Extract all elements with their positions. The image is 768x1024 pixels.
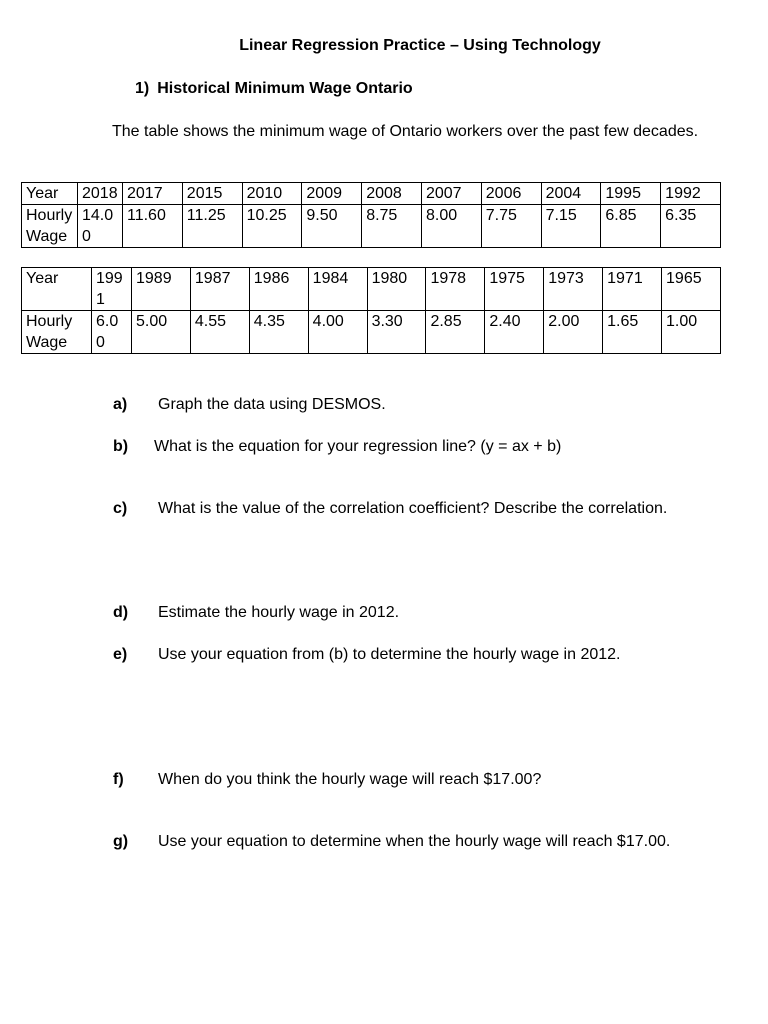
wage-cell: 2.00: [544, 311, 603, 354]
row-label-year: Year: [22, 183, 78, 205]
row-label-wage: Hourly Wage: [22, 311, 92, 354]
year-cell: 2009: [302, 183, 362, 205]
part-letter: c): [113, 500, 128, 517]
wage-cell: 10.25: [242, 205, 302, 248]
wage-cell: 14.00: [78, 205, 123, 248]
year-cell: 1995: [601, 183, 661, 205]
year-cell: 2018: [78, 183, 123, 205]
wage-table-2: [21, 267, 721, 354]
year-cell: 1992: [661, 183, 721, 205]
wage-cell: 8.75: [362, 205, 422, 248]
part-text: What is the equation for your regression line? (y = ax + b): [154, 438, 562, 455]
wage-cell: 1.00: [662, 311, 721, 354]
part-g: [113, 833, 670, 851]
table-row-year: [22, 183, 721, 205]
part-text: Use your equation to determine when the hourly wage will reach $17.00.: [158, 833, 671, 850]
wage-cell: 5.00: [132, 311, 191, 354]
question-intro: The table shows the minimum wage of Ontario workers over the past few decades.: [112, 123, 699, 140]
part-letter: a): [113, 396, 128, 413]
year-cell: 2007: [421, 183, 481, 205]
table-row-wage: [22, 205, 721, 248]
wage-table-1: [21, 182, 721, 248]
year-cell: 1980: [367, 268, 426, 311]
row-label-year: Year: [22, 268, 92, 311]
part-a: [113, 396, 386, 414]
wage-cell: 6.35: [661, 205, 721, 248]
wage-cell: 2.40: [485, 311, 544, 354]
question-number: 1): [135, 80, 150, 97]
wage-cell: 4.00: [308, 311, 367, 354]
table-row-wage: [22, 311, 721, 354]
part-text: Use your equation from (b) to determine the hourly wage in 2012.: [158, 646, 621, 663]
year-cell: 1991: [92, 268, 132, 311]
part-letter: d): [113, 604, 129, 621]
wage-cell: 7.75: [481, 205, 541, 248]
wage-cell: 3.30: [367, 311, 426, 354]
year-cell: 2004: [541, 183, 601, 205]
wage-cell: 4.55: [190, 311, 249, 354]
year-cell: 1989: [132, 268, 191, 311]
year-cell: 2006: [481, 183, 541, 205]
wage-cell: 4.35: [249, 311, 308, 354]
wage-cell: 7.15: [541, 205, 601, 248]
year-cell: 1971: [603, 268, 662, 311]
table-row-year: [22, 268, 721, 311]
year-cell: 2010: [242, 183, 302, 205]
year-cell: 1987: [190, 268, 249, 311]
part-f: [113, 771, 541, 789]
worksheet-title: Linear Regression Practice – Using Technology: [239, 37, 601, 54]
wage-cell: 9.50: [302, 205, 362, 248]
part-e: [113, 646, 620, 664]
question-title: Historical Minimum Wage Ontario: [157, 80, 413, 97]
part-b: [113, 438, 561, 456]
year-cell: 2008: [362, 183, 422, 205]
wage-cell: 6.85: [601, 205, 661, 248]
wage-cell: 1.65: [603, 311, 662, 354]
wage-cell: 6.00: [92, 311, 132, 354]
part-c: [113, 500, 667, 518]
part-letter: b): [113, 438, 129, 455]
wage-cell: 2.85: [426, 311, 485, 354]
wage-cell: 8.00: [421, 205, 481, 248]
row-label-wage: Hourly Wage: [22, 205, 78, 248]
year-cell: 1973: [544, 268, 603, 311]
year-cell: 1965: [662, 268, 721, 311]
part-text: What is the value of the correlation coefficient? Describe the correlation.: [158, 500, 668, 517]
part-text: Graph the data using DESMOS.: [158, 396, 386, 413]
year-cell: 1984: [308, 268, 367, 311]
part-text: Estimate the hourly wage in 2012.: [158, 604, 400, 621]
year-cell: 2017: [123, 183, 183, 205]
year-cell: 2015: [182, 183, 242, 205]
year-cell: 1978: [426, 268, 485, 311]
wage-cell: 11.60: [123, 205, 183, 248]
part-text: When do you think the hourly wage will reach $17.00?: [158, 771, 542, 788]
year-cell: 1986: [249, 268, 308, 311]
part-letter: g): [113, 833, 129, 850]
part-letter: f): [113, 771, 124, 788]
year-cell: 1975: [485, 268, 544, 311]
wage-cell: 11.25: [182, 205, 242, 248]
question-heading: [135, 80, 413, 98]
part-letter: e): [113, 646, 128, 663]
part-d: [113, 604, 399, 622]
